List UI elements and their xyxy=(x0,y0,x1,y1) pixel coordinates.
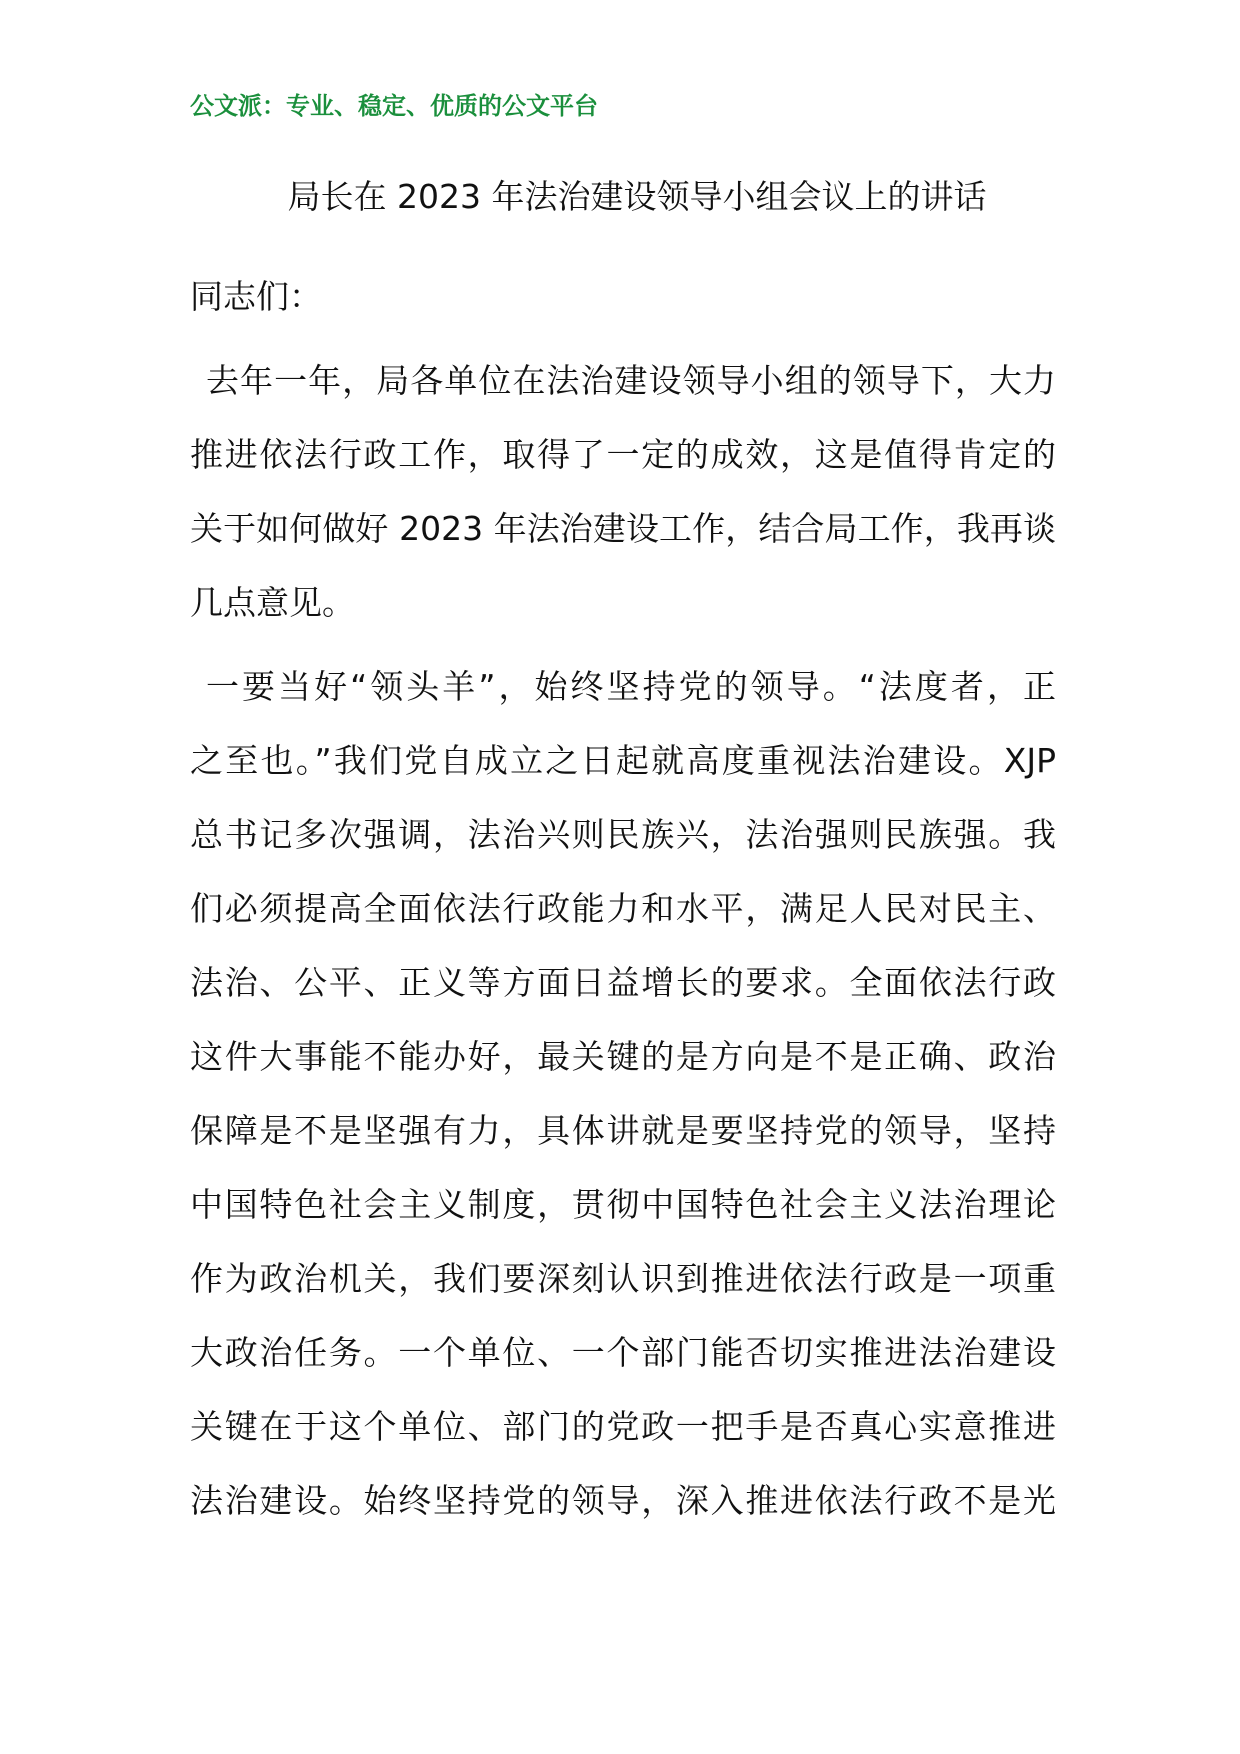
paragraph-1-line: 几点意见。 xyxy=(190,583,355,622)
paragraph-2-line: 一要当好“领头羊”，始终坚持党的领导。“法度者，正 xyxy=(206,667,1056,706)
salutation: 同志们： xyxy=(190,277,322,316)
paragraph-2-line: 法治、公平、正义等方面日益增长的要求。全面依法行政 xyxy=(190,963,1056,1002)
paragraph-1-line: 关于如何做好 2023 年法治建设工作，结合局工作，我再谈 xyxy=(190,509,1056,548)
paragraph-2-line: 保障是不是坚强有力，具体讲就是要坚持党的领导，坚持 xyxy=(190,1111,1056,1150)
paragraph-2-line: 这件大事能不能办好，最关键的是方向是不是正确、政治 xyxy=(190,1037,1056,1076)
paragraph-2-line: 之至也。”我们党自成立之日起就高度重视法治建设。XJP xyxy=(190,741,1056,780)
document-title-text: 局长在 2023 年法治建设领导小组会议上的讲话 xyxy=(287,177,987,216)
paragraph-2-line: 关键在于这个单位、部门的党政一把手是否真心实意推进 xyxy=(190,1407,1056,1446)
document-body xyxy=(190,260,1056,1538)
platform-header: 公文派：专业、稳定、优质的公文平台 xyxy=(190,91,598,120)
paragraph-2-line: 大政治任务。一个单位、一个部门能否切实推进法治建设 xyxy=(190,1333,1056,1372)
paragraph-1 xyxy=(190,344,1056,640)
paragraph-2-line: 们必须提高全面依法行政能力和水平，满足人民对民主、 xyxy=(190,889,1056,928)
paragraph-2 xyxy=(190,650,1056,1538)
paragraph-1-line: 去年一年，局各单位在法治建设领导小组的领导下，大力 xyxy=(206,361,1056,400)
paragraph-2-line: 总书记多次强调，法治兴则民族兴，法治强则民族强。我 xyxy=(190,815,1056,854)
paragraph-2-line: 作为政治机关，我们要深刻认识到推进依法行政是一项重 xyxy=(190,1259,1056,1298)
document-title xyxy=(0,172,1240,222)
paragraph-2-line: 中国特色社会主义制度，贯彻中国特色社会主义法治理论 xyxy=(190,1185,1056,1224)
paragraph-2-line: 法治建设。始终坚持党的领导，深入推进依法行政不是光 xyxy=(190,1481,1056,1520)
paragraph-1-line: 推进依法行政工作，取得了一定的成效，这是值得肯定的 xyxy=(190,435,1056,474)
